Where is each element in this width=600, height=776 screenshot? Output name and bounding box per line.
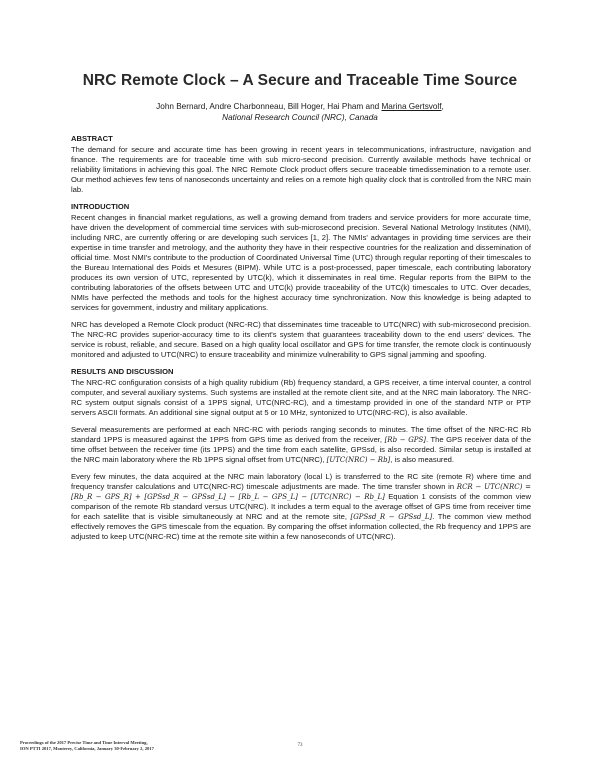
author-suffix: , <box>441 102 444 111</box>
results-p2-text-c: , is also measured. <box>390 455 455 464</box>
results-paragraph-3 <box>71 472 531 542</box>
results-paragraph-2 <box>71 425 531 465</box>
equation-rb-gps: [Rb − GPS] <box>384 436 427 444</box>
results-p3-text-c: . The common view method effectively removes the GPS timescale from the equation. By comparing the offset information collected, the Rb frequency and 1PPS are adjusted to keep UTC(NRC-RC) time at the remote site within a few nanoseconds of UTC(NRC). <box>71 512 531 541</box>
paper-title: NRC Remote Clock – A Secure and Traceable Time Source <box>82 72 518 89</box>
introduction-paragraph-1: Recent changes in financial market regulations, as well a growing demand from traders and service providers for more accurate time, have driven the development of commercial time services with sub-microsecond precision. Several National Metrology Institutes (NMI), including NRC, are currently offering or are developing such services [1, 2]. The NMIs' advantages in providing time services are their expertise in time transfer and metrology, and the authority they have in their respective countries for the realization and dissemination of official time. Most NMI's contribute to the production of Coordinated Universal Time (UTC) through regular reporting of their timescales to the Bureau International des Poids et Mesures (BIPM). While UTC is a post-processed, paper timescale, each contributing laboratory produces its own version of UTC, represented by UTC(k), which it disseminates in real time. Regular reports from the BIPM to the contributing laboratories of the offsets between UTC and UTC(k) provide traceability of the UTC(k) timescales to UTC. Over decades, NMIs have perfected the methods and tools for the highest accuracy time synchronization. Now this knowledge is being adapted to services for government, industry and military applications. <box>71 213 531 312</box>
author-names: John Bernard, Andre Charbonneau, Bill Hoger, Hai Pham and <box>156 102 382 111</box>
paper-body <box>71 134 531 549</box>
author-block <box>0 101 600 123</box>
footer-line-1: Proceedings of the 2017 Precise Time and Time Interval Meeting, <box>20 740 148 745</box>
page-number: 73 <box>297 743 303 748</box>
abstract-heading: ABSTRACT <box>71 134 113 143</box>
introduction-heading: INTRODUCTION <box>71 202 130 211</box>
results-p3-text-a: Every few minutes, the data acquired at the NRC main laboratory (local L) is transferred to the RC site (remote R) where time and frequency transfer calculations and UTC(NRC-RC) timescale adjustments are made. The time transfer shown in <box>71 472 531 491</box>
author-line <box>0 101 600 112</box>
equation-utc-rb: [UTC(NRC) − Rb] <box>326 456 391 464</box>
results-p2-text-a: Several measurements are performed at each NRC-RC with periods ranging seconds to minutes. The time offset of the NRC-RC Rb standard 1PPS is measured against the 1PPS from GPS time as derived from the receiver, <box>71 425 531 444</box>
abstract-text: The demand for secure and accurate time has been growing in recent years in telecommunications, infrastructure, navigation and finance. The requirements are for traceable time with sub micro-second precision. Currently available methods have technical or reliability limitations in achieving this goal. The NRC Remote Clock product offers secure traceable timedissemination to a remote user. Our method achieves few tens of nanoseconds uncertainty and relies on a remote high quality clock that is controlled from the NRC main lab. <box>71 145 531 194</box>
footer-line-2: ION PTTI 2017, Monterey, California, January 30-February 2, 2017 <box>20 746 154 751</box>
results-p2-text-b: . The GPS receiver data of the time offset between the receiver time (its 1PPS) and the time from each satellite, GPSsd, is also recorded. Similar setup is installed at the NRC main laboratory where the Rb 1PPS signal offset from UTC(NRC), <box>71 435 531 464</box>
results-p3-text-b: Equation 1 consists of the common view comparison of the remote Rb standard versus UTC(NRC). It includes a term equal to the average offset of GPS time from receiver time for each satellite that is visible simultaneously at NRC and at the remote site, <box>71 492 531 521</box>
equation-gpssd: [GPSsd_R − GPSsd_L] <box>350 513 433 521</box>
results-paragraph-1: The NRC-RC configuration consists of a high quality rubidium (Rb) frequency standard, a GPS receiver, a time interval counter, a control computer, and several auxiliary systems. Such systems are installed at the remote client site, and at the NRC main laboratory. The NRC-RC system output signals consist of a 1PPS signal, UTC(NRC-RC), and a timestamp provided in one of the standard NTP or PTP servers ASCII formats. An additional sine signal output at 5 or 10 MHz, syntonized to UTC(NRC-RC), is also available. <box>71 378 531 417</box>
introduction-paragraph-2: NRC has developed a Remote Clock product (NRC-RC) that disseminates time traceable to UTC(NRC) with sub-microsecond precision. The NRC-RC provides superior-accuracy time to its client's system that guarantees traceability down to the end users' devices. The service is robust, reliable, and secure. Based on a high quality local oscillator and GPS for time transfer, the remote clock is continuously monitored and adjusted to UTC(NRC) to ensure traceability and minimize vulnerability to GPS signal jamming and spoofing. <box>71 320 531 359</box>
corresponding-author: Marina Gertsvolf <box>381 102 442 111</box>
equation-1: RCR − UTC(NRC) = [Rb_R − GPS_R] + [GPSsd_R − GPSsd_L] − [Rb_L − GPS_L] − [UTC(NRC) − Rb_L] <box>71 483 531 501</box>
results-heading: RESULTS AND DISCUSSION <box>71 367 174 376</box>
affiliation: National Research Council (NRC), Canada <box>222 113 378 122</box>
